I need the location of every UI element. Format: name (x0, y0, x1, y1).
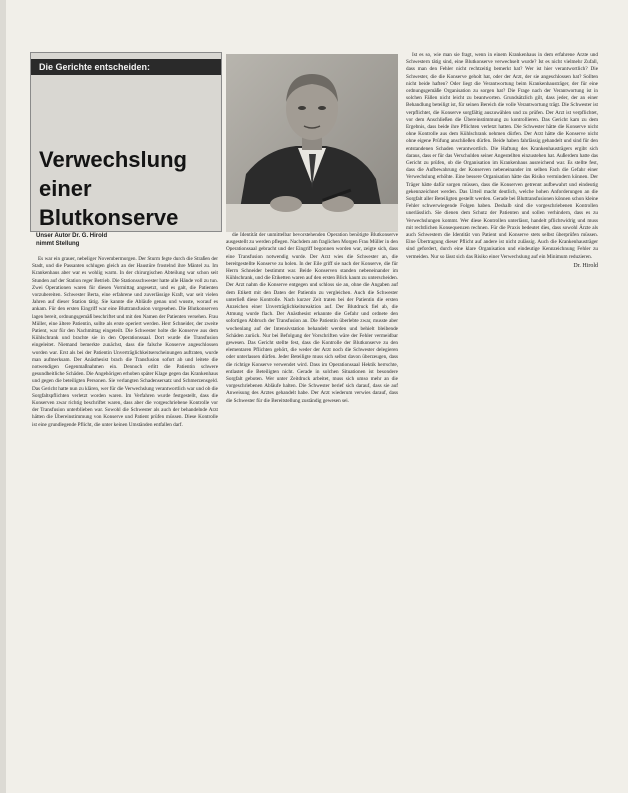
byline (36, 232, 216, 248)
headline-line: Blutkonserve (39, 205, 179, 230)
author-signature: Dr. Hirold (573, 262, 598, 269)
series-label: Die Gerichte entscheiden: (31, 59, 221, 75)
portrait-photo (226, 54, 398, 232)
headline-line: Verwechslung (39, 147, 187, 172)
body-paragraph: Ist es so, wie man sie fragt, wenn in einem Krankenhaus in dem erfahrene Ärzte und Schwestern tätig sind, eine Blutkonserve verwechselt wurde? Ist es nicht vielmehr Zufall, dass man den Fehler nicht rechtzeitig bemerkt hat? Wer ist hier verantwortlich? Die Schwester, die die Konserve geholt hat, oder der Arzt, der sie angeschlossen hat? Sollten nicht beide haften? Oder liegt die Verantwortung beim Krankenhausträger, der für eine ordnungsgemäße Organisation zu sorgen hat? Die Frage nach der Verantwortung ist in solchen Fällen nicht leicht zu beantworten. Grundsätzlich gilt, dass jeder, der an einer Behandlung beteiligt ist, für seinen Bereich die volle Verantwortung trägt. Die Schwester ist verpflichtet, die Konserve sorgfältig auszuwählen und zu prüfen. Der Arzt ist verpflichtet, vor dem Anschließen die Übereinstimmung zu kontrollieren. Das Gericht kam zu dem Ergebnis, dass beide ihre Pflichten verletzt hatten. Die Schwester hätte die Konserve nicht ohne Kontrolle aus dem Kühlschrank nehmen dürfen. Der Arzt hätte die Konserve nicht ohne eigene Prüfung anschließen dürfen. Beide haben fahrlässig gehandelt und sind für den entstandenen Schaden verantwortlich. Die Haftung des Krankenhausträgers ergibt sich daraus, dass er für das Verschulden seiner Angestellten einzustehen hat. Außerdem hatte das Gericht zu prüfen, ob die Organisation im Krankenhaus ausreichend war. Es stellte fest, dass die Aufbewahrung der Konserven nebeneinander im selben Fach die Gefahr einer Verwechslung erhöhte. Eine bessere Organisation hätte das Risiko vermindern können. Der Träger hätte dafür sorgen müssen, dass die Konserven getrennt aufbewahrt und eindeutig gekennzeichnet werden. Das Urteil macht deutlich, welche hohen Anforderungen an die Sorgfalt aller Beteiligten gestellt werden. Gerade bei Bluttransfusionen können schon kleine Fehler schwerwiegende Folgen haben. Deshalb sind die vorgeschriebenen Kontrollen unerlässlich. Sie dienen dem Schutz der Patienten und sollen verhindern, dass es zu Verwechslungen kommt. Wer diese Kontrollen unterlässt, handelt pflichtwidrig und muss mit rechtlichen Konsequenzen rechnen. Für die Praxis bedeutet dies, dass sowohl Ärzte als auch Schwestern die Identität von Patient und Konserve stets selbst überprüfen müssen. Eine Übertragung dieser Pflicht auf andere ist nicht zulässig. Auch die Krankenhausträger sind gefordert, durch eine klare Organisation und eindeutige Kennzeichnung Fehler zu vermeiden. Nur so lässt sich das Risiko einer Verwechslung auf ein Minimum reduzieren. (406, 52, 598, 260)
text-column-2 (226, 232, 398, 776)
text-column-3 (406, 52, 598, 776)
headline-line: einer (39, 176, 92, 201)
body-paragraph: Es war ein grauer, nebeliger Novembermorgen. Der Sturm fegte durch die Straßen der Stadt, und die Passanten schlugen gleich an der Haustüre frostelnd ihre Mäntel zu. Im Krankenhaus aber war es wohlig warm. In der chirurgischen Abteilung war schon seit Stunden auf der Station reger Betrieb. Die Stationsschwester hatte alle Hände voll zu tun. Zwei Operationen waren für diesen Vormittag angesetzt, und es galt, die Patienten vorzubereiten. Schwester Berta, eine erfahrene und zuverlässige Kraft, war seit vielen Jahren auf dieser Station tätig. Sie kannte die Abläufe genau und wusste, worauf es ankam. Für den ersten Eingriff war eine Bluttransfusion vorgesehen. Die Blutkonserven lagen bereit, ordnungsgemäß beschriftet und mit den Namen der Patienten versehen. Frau Müller, eine ältere Patientin, sollte als erste operiert werden. Herr Schneider, der zweite Patient, war für den Nachmittag eingeteilt. Die Schwester holte die Konserve aus dem Kühlschrank und brachte sie in den Operationssaal. Dort wurde die Transfusion eingeleitet. Niemand bemerkte zunächst, dass die falsche Konserve angeschlossen worden war. Erst als bei der Patientin Unverträglichkeitserscheinungen auftraten, wurde man aufmerksam. Der Anästhesist brach die Transfusion sofort ab und leitete die notwendigen Gegenmaßnahmen ein. Dennoch erlitt die Patientin schwere gesundheitliche Schäden. Die Angehörigen erhoben später Klage gegen das Krankenhaus und gegen die beteiligten Personen. Sie verlangten Schadensersatz und Schmerzensgeld. Das Gericht hatte nun zu klären, wer für die Verwechslung verantwortlich war und ob die Sorgfaltspflichten verletzt worden waren. Im Verfahren wurde festgestellt, dass die Konserven zwar richtig beschriftet waren, dass aber die vorgeschriebene Kontrolle vor der Transfusion unterblieben war. Sowohl die Schwester als auch der behandelnde Arzt hätten die Übereinstimmung von Konserve und Patient prüfen müssen. Diese Kontrolle ist eine grundlegende Pflicht, die unter keinen Umständen entfallen darf. (32, 256, 218, 428)
byline-author: Unser Autor Dr. G. Hirold (36, 233, 108, 239)
body-paragraph: die Identität der unmittelbar bevorstehenden Operation benötigte Blutkonserve ausgestellt zu werden pflegen. Nachdem am fraglichen Morgen Frau Müller in den Operationssaal gebracht und der Eingriff begonnen worden war, zeigte sich, dass eine Transfusion notwendig wurde. Der Arzt wies die Schwester an, die bereitgestellte Konserve zu holen. In der Eile griff sie nach der Konserve, die für Herrn Schneider bestimmt war. Beide Konserven standen nebeneinander im Kühlschrank, und die Etiketten waren auf den ersten Blick kaum zu unterscheiden. Der Arzt nahm die Konserve entgegen und schloss sie an, ohne die Angaben auf dem Etikett mit den Daten der Patientin zu vergleichen. Auch die Schwester unterließ diese Kontrolle. Nach kurzer Zeit traten bei der Patientin die ersten Anzeichen einer Unverträglichkeitsreaktion auf. Der Blutdruck fiel ab, die Atmung wurde flach. Der Anästhesist erkannte die Gefahr und ordnete den sofortigen Abbruch der Transfusion an. Die Patientin überlebte zwar, musste aber wochenlang auf der Intensivstation behandelt werden und behielt bleibende Schäden zurück. Nur bei Befolgung der Vorschriften wäre der Fehler vermeidbar gewesen. Das Gericht stellte fest, dass die Kontrolle der Blutkonserve zu den elementaren Pflichten gehört, die weder der Arzt noch die Schwester delegieren oder unterlassen dürfen. Jeder Beteiligte muss sich selbst davon überzeugen, dass die richtige Konserve verwendet wird. Dass im Operationssaal Hektik herrschte, entlastet die Beteiligten nicht. Gerade in solchen Situationen ist besondere Sorgfalt geboten. Wer unter Zeitdruck arbeitet, muss sich umso mehr an die vorgeschriebenen Abläufe halten. Die Schwester berief sich darauf, dass sie auf Anweisung des Arztes gehandelt habe. Der Arzt wiederum verwies darauf, dass die Schwester für die Bereitstellung zuständig gewesen sei. (226, 232, 398, 404)
portrait-photo-icon (226, 54, 398, 232)
article-header-box (30, 52, 222, 232)
binding-gutter (0, 0, 6, 793)
text-column-1 (32, 256, 218, 776)
article-headline (39, 145, 219, 232)
byline-note: nimmt Stellung (36, 241, 80, 247)
